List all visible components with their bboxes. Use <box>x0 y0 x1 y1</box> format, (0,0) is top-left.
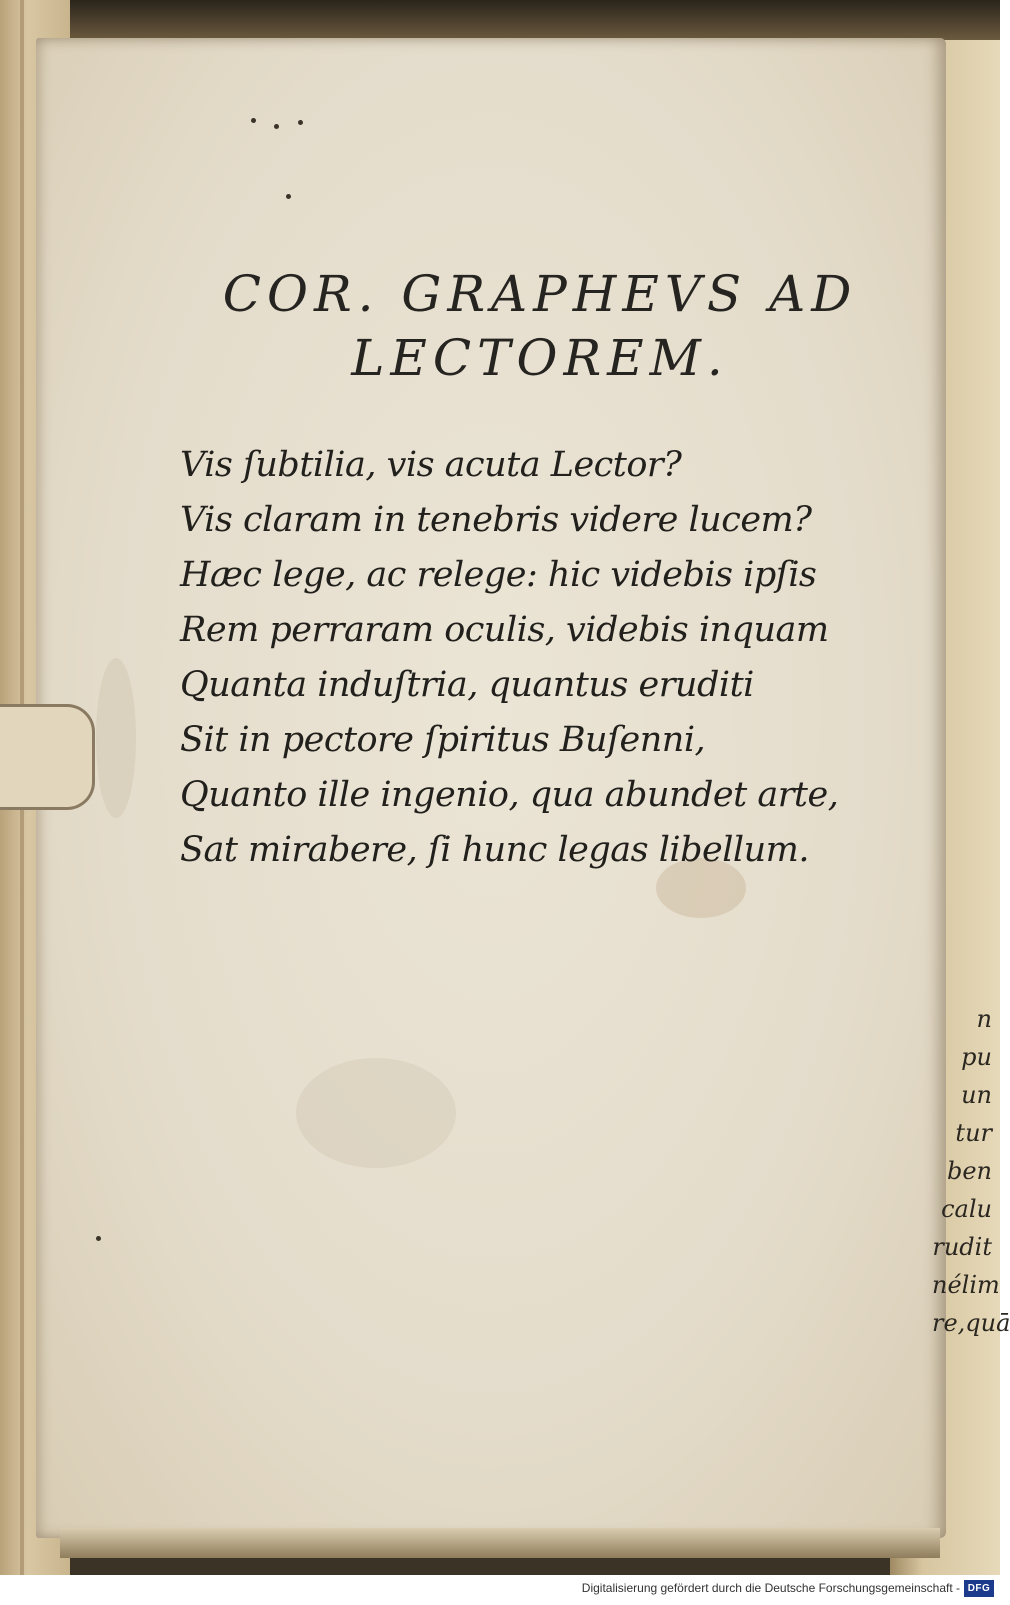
dfg-logo: DFG <box>964 1580 994 1597</box>
poem <box>180 438 870 878</box>
next-page-text <box>932 1000 1010 1342</box>
poem-line: Sit in pectore ſpiritus Buſenni, <box>180 720 706 760</box>
next-page-fragment: re,quā <box>932 1309 1010 1337</box>
title-line: LECTOREM. <box>351 329 729 387</box>
poem-line: Sat mirabere, ſi hunc legas libellum. <box>180 830 809 870</box>
title-line: COR. GRAPHEVS AD <box>222 265 858 323</box>
poem-line: Rem perraram oculis, videbis inquam <box>180 610 829 650</box>
clasp-strap <box>0 704 95 810</box>
page-title <box>180 262 900 390</box>
ink-speck <box>96 1236 101 1241</box>
next-page-fragment: nélim <box>932 1271 1000 1299</box>
funding-credit: Digitalisierung gefördert durch die Deutsche Forschungsgemeinschaft - <box>581 1581 960 1595</box>
next-page-fragment: ben <box>946 1157 992 1185</box>
next-page-fragment: pu <box>961 1043 992 1071</box>
poem-line: Vis ſubtilia, vis acuta Lector? <box>180 445 682 485</box>
next-page-fragment: rudit <box>932 1233 992 1261</box>
paper-stain <box>96 658 136 818</box>
page-bottom-edge <box>60 1528 940 1558</box>
poem-line: Vis claram in tenebris videre lucem? <box>180 500 812 540</box>
ink-speck <box>274 124 279 129</box>
binding-top <box>0 0 1000 40</box>
next-page-fragment: un <box>961 1081 992 1109</box>
ink-speck <box>298 120 303 125</box>
poem-line: Quanta induſtria, quantus eruditi <box>180 665 754 705</box>
next-page-fragment: calu <box>941 1195 992 1223</box>
digitization-footer <box>0 1575 1000 1605</box>
ink-speck <box>251 118 256 123</box>
poem-line: Quanto ille ingenio, qua abundet arte, <box>180 775 839 815</box>
next-page-fragment: tur <box>955 1119 992 1147</box>
ink-speck <box>286 194 291 199</box>
poem-line: Hæc lege, ac relege: hic videbis ipſis <box>180 555 817 595</box>
paper-stain <box>296 1058 456 1168</box>
next-page-fragment: n <box>976 1005 992 1033</box>
